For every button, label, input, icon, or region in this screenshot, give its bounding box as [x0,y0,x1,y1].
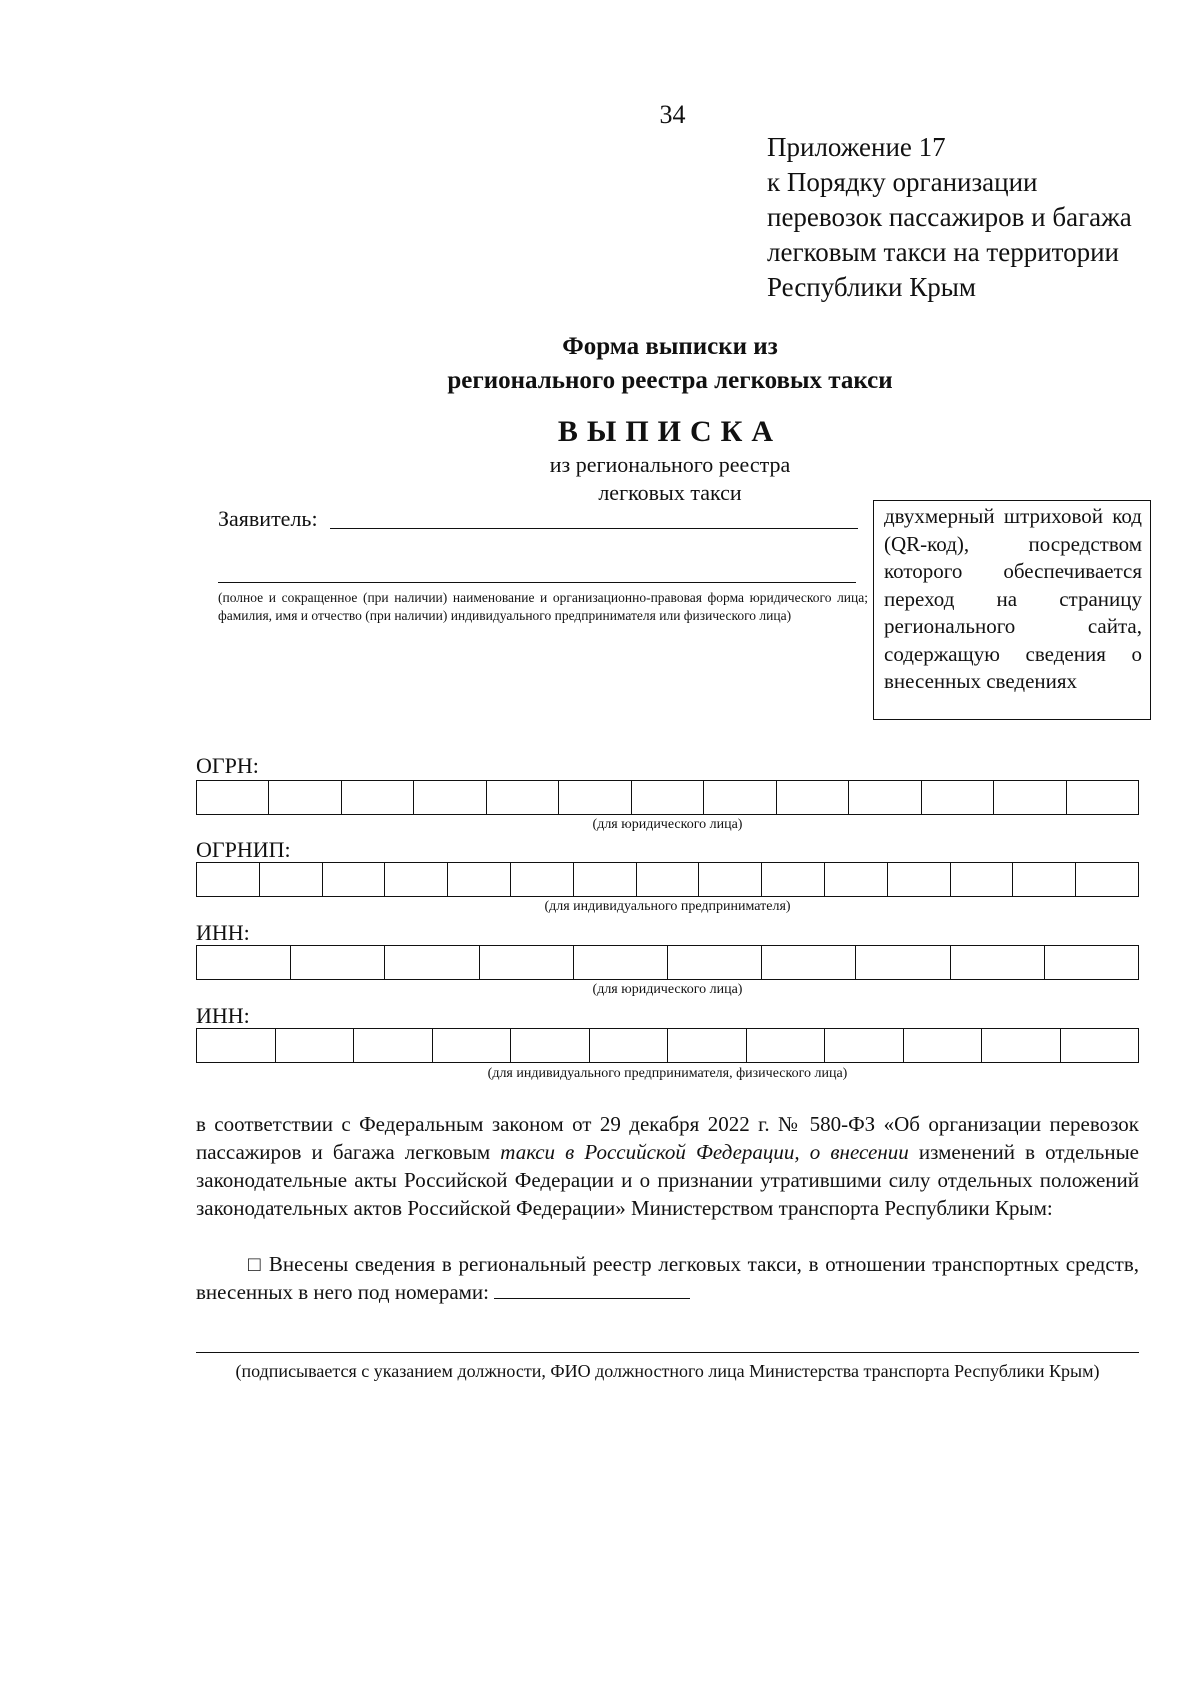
digit-cell[interactable] [269,781,341,814]
appendix-line: Приложение 17 [767,132,946,162]
inn-individual-label: ИНН: [196,1003,250,1028]
signature-line[interactable] [196,1352,1139,1353]
digit-cell[interactable] [1067,781,1138,814]
digit-cell[interactable] [511,863,574,896]
digit-cell[interactable] [704,781,776,814]
digit-cell[interactable] [825,1029,904,1062]
qr-code-description: двухмерный штриховой код (QR-код), посредством которого обеспечивается переход на страницу регионального сайта, содержащую сведения о внесенных сведениях [884,504,1142,693]
applicant-name-line-2[interactable] [218,582,856,583]
digit-cell[interactable] [747,1029,826,1062]
digit-cell[interactable] [487,781,559,814]
digit-cell[interactable] [574,863,637,896]
vehicles-entry [196,1250,1139,1306]
digit-cell[interactable] [777,781,849,814]
inn-legal-note: (для юридического лица) [592,982,743,997]
applicant-label: Заявитель: [218,506,318,531]
applicant-note: (полное и сокращенное (при наличии) наименование и организационно-правовая форма юридического лица; фамилия, имя и отчество (при наличии) индивидуального предпринимателя или физического лица) [218,590,868,623]
digit-cell[interactable] [668,1029,747,1062]
ogrn-note: (для юридического лица) [592,817,743,832]
form-title-line: регионального реестра легковых такси [447,367,893,394]
ogrn-grid[interactable] [196,780,1139,815]
digit-cell[interactable] [1013,863,1076,896]
ogrnip-note: (для индивидуального предпринимателя) [544,899,791,914]
appendix-line: перевозок пассажиров и багажа [767,202,1132,232]
digit-cell[interactable] [342,781,414,814]
ogrnip-label: ОГРНИП: [196,837,291,862]
digit-cell[interactable] [982,1029,1061,1062]
digit-cell[interactable] [480,946,574,979]
digit-cell[interactable] [668,946,762,979]
digit-cell[interactable] [323,863,386,896]
digit-cell[interactable] [637,863,700,896]
digit-cell[interactable] [385,946,479,979]
digit-cell[interactable] [260,863,323,896]
digit-cell[interactable] [1076,863,1138,896]
document-subtitle-line: легковых такси [598,480,742,505]
digit-cell[interactable] [590,1029,669,1062]
appendix-line: к Порядку организации [767,167,1038,197]
digit-cell[interactable] [856,946,950,979]
digit-cell[interactable] [762,946,856,979]
vehicle-numbers-line[interactable] [494,1280,690,1299]
digit-cell[interactable] [1045,946,1138,979]
checkbox[interactable]: □ [248,1252,263,1276]
digit-cell[interactable] [632,781,704,814]
ogrnip-grid[interactable] [196,862,1139,897]
inn-individual-grid[interactable] [196,1028,1139,1063]
digit-cell[interactable] [559,781,631,814]
page-number: 34 [659,100,686,129]
digit-cell[interactable] [197,946,291,979]
paragraph-text: в соответствии с Федеральным законом от 29 декабря 2022 г. № 580-ФЗ «Об организации перевозок пассажиров и багажа легковым [196,1112,1139,1164]
digit-cell[interactable] [511,1029,590,1062]
document-subtitle-line: из регионального реестра [549,452,791,477]
legal-basis-paragraph [196,1110,1139,1222]
vehicles-entry-text: Внесены сведения в региональный реестр легковых такси, в отношении транспортных средств, внесенных в него под номерами: [196,1252,1139,1304]
digit-cell[interactable] [951,863,1014,896]
digit-cell[interactable] [276,1029,355,1062]
digit-cell[interactable] [904,1029,983,1062]
applicant-name-line[interactable] [330,528,858,529]
digit-cell[interactable] [197,781,269,814]
digit-cell[interactable] [448,863,511,896]
digit-cell[interactable] [291,946,385,979]
digit-cell[interactable] [433,1029,512,1062]
digit-cell[interactable] [197,1029,276,1062]
digit-cell[interactable] [762,863,825,896]
digit-cell[interactable] [951,946,1045,979]
paragraph-italic-text: такси в Российской Федерации, о внесении [500,1140,909,1164]
digit-cell[interactable] [922,781,994,814]
signature-note: (подписывается с указанием должности, ФИО должностного лица Министерства транспорта Республики Крым) [235,1361,1100,1381]
inn-legal-label: ИНН: [196,920,250,945]
form-title [0,330,1200,398]
qr-code-box [873,500,1151,720]
digit-cell[interactable] [888,863,951,896]
inn-individual-note: (для индивидуального предпринимателя, физического лица) [487,1066,848,1081]
ogrn-label: ОГРН: [196,753,259,778]
digit-cell[interactable] [354,1029,433,1062]
digit-cell[interactable] [1061,1029,1139,1062]
appendix-line: легковым такси на территории [767,237,1120,267]
digit-cell[interactable] [849,781,921,814]
digit-cell[interactable] [385,863,448,896]
digit-cell[interactable] [994,781,1066,814]
digit-cell[interactable] [825,863,888,896]
appendix-line: Республики Крым [767,272,976,302]
form-title-line: Форма выписки из [562,333,778,360]
appendix-header [767,130,1132,305]
paragraph-text-end: изменений в отдельные законодательные акты Российской Федерации и о признании утратившими силу отдельных положений законодательных актов Российской Федерации» Министерством транспорта Республики Крым: [196,1140,1139,1220]
digit-cell[interactable] [574,946,668,979]
document-subtitle [0,451,1200,507]
inn-legal-grid[interactable] [196,945,1139,980]
digit-cell[interactable] [414,781,486,814]
document-title: ВЫПИСКА [557,415,783,448]
digit-cell[interactable] [699,863,762,896]
digit-cell[interactable] [197,863,260,896]
